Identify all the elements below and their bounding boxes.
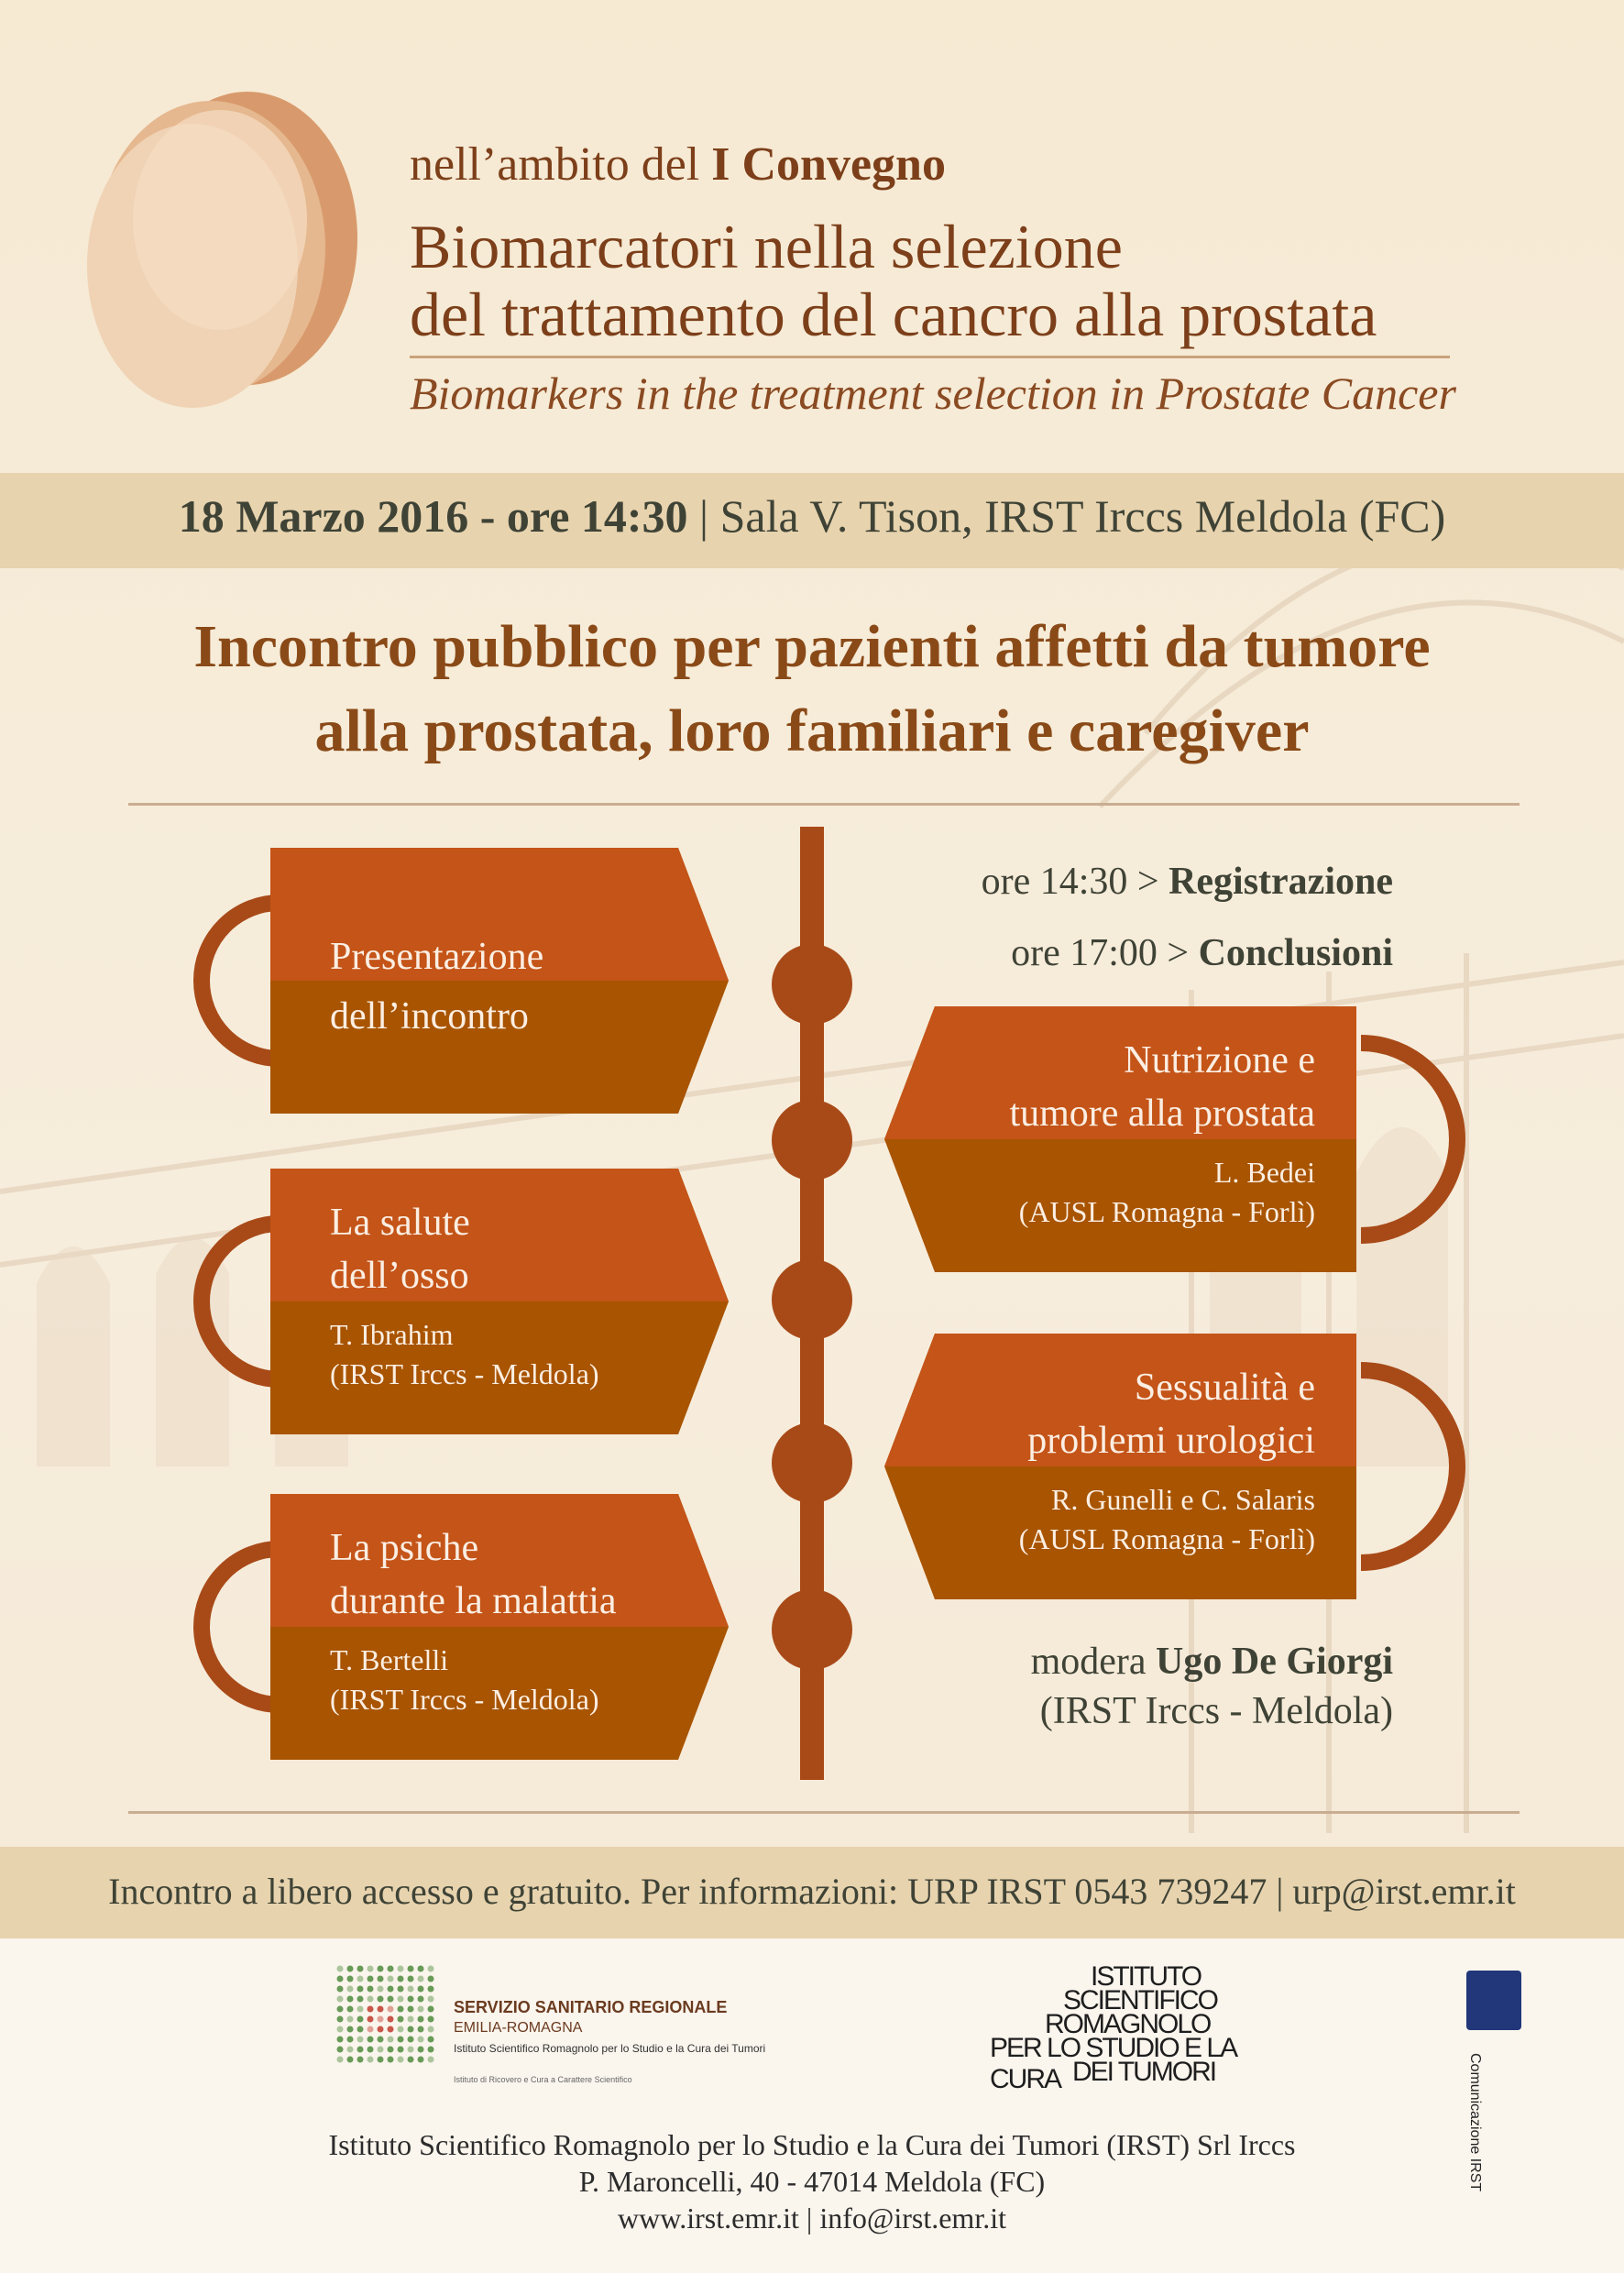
title-line-2: del trattamento del cancro alla prostata	[410, 280, 1377, 349]
info-text: Incontro a libero accesso e gratuito. Per informazioni: URP IRST 0543 739247 | urp@irst.emr.it	[108, 1871, 1516, 1912]
irst-line-4: PER LO STUDIO E LA CURA	[990, 2033, 1235, 2094]
timeline-dot	[772, 1589, 852, 1670]
ssr-line-2: EMILIA-ROMAGNA	[454, 2020, 583, 2036]
card-speaker: T. Bertelli	[330, 1643, 449, 1676]
program-card-psiche	[188, 1494, 738, 1760]
card-title-line-1: La psiche	[330, 1527, 479, 1569]
pre-title: nell’ambito del I Convegno	[410, 138, 946, 191]
timeline-dot	[772, 1422, 852, 1503]
card-affiliation: (IRST Irccs - Meldola)	[330, 1683, 599, 1716]
footer-line-1: Istituto Scientifico Romagnolo per lo Studio e la Cura dei Tumori (IRST) Srl Irccs	[328, 2128, 1296, 2161]
program-card-salute-osso	[188, 1169, 738, 1434]
date-venue-line: 18 Marzo 2016 - ore 14:30 | Sala V. Tison, IRST Irccs Meldola (FC)	[178, 490, 1446, 542]
convegno-oval-logo	[82, 82, 367, 422]
moderator-affiliation: (IRST Irccs - Meldola)	[1039, 1690, 1393, 1732]
timeline-dot	[772, 1100, 852, 1180]
event-title	[0, 605, 1624, 774]
card-title-line-1: La salute	[330, 1202, 470, 1244]
ssr-emilia-romagna-logo	[335, 1963, 949, 2101]
event-title-line-2: alla prostata, loro familiari e caregiver	[314, 697, 1310, 764]
main-title	[410, 213, 1377, 348]
irst-line-1: ISTITUTO	[1091, 1961, 1202, 1992]
ssr-line-1: SERVIZIO SANITARIO REGIONALE	[454, 1998, 728, 2016]
title-line-1: Biomarcatori nella selezione	[410, 212, 1123, 281]
moderator-name: Ugo De Giorgi	[1156, 1641, 1393, 1683]
program-card-sessualita	[884, 1334, 1480, 1599]
comunicazione-irst-label: Comunicazione IRST	[1467, 2053, 1483, 2192]
irst-line-2: SCIENTIFICO	[1063, 1985, 1218, 2015]
card-speaker: L. Bedei	[1213, 1156, 1315, 1189]
card-title-line-2: tumore alla prostata	[1009, 1093, 1315, 1135]
footer-line-2: P. Maroncelli, 40 - 47014 Meldola (FC)	[578, 2165, 1046, 2198]
ssr-line-3: Istituto Scientifico Romagnolo per lo Studio e la Cura dei Tumori	[454, 2042, 766, 2055]
card-affiliation: (IRST Irccs - Meldola)	[330, 1357, 599, 1390]
english-subtitle: Biomarkers in the treatment selection in Prostate Cancer	[410, 368, 1456, 419]
ssr-line-4: Istituto di Ricovero e Cura a Carattere Scientifico	[454, 2075, 632, 2084]
schedule-conclusioni: ore 17:00 > Conclusioni	[1011, 932, 1393, 974]
event-title-line-1: Incontro pubblico per pazienti affetti da tumore	[193, 613, 1431, 680]
section-divider-bottom	[128, 1811, 1520, 1814]
timeline-dot	[772, 1259, 852, 1340]
moderator-block: modera Ugo De Giorgi (IRST Irccs - Meldola)	[898, 1637, 1393, 1736]
irst-line-5: DEI TUMORI	[1072, 2057, 1216, 2087]
card-title-line-1: Sessualità e	[1134, 1367, 1315, 1409]
schedule-registrazione: ore 14:30 > Registrazione	[981, 861, 1393, 903]
card-title-line-1: Presentazione	[330, 936, 544, 978]
section-divider-top	[128, 803, 1520, 806]
irst-line-3: ROMAGNOLO	[1045, 2009, 1211, 2039]
card-title-line-2: durante la malattia	[330, 1580, 617, 1622]
card-speaker: R. Gunelli e C. Salaris	[1051, 1483, 1315, 1516]
title-divider	[410, 356, 1450, 358]
program-card-nutrizione	[884, 1006, 1480, 1272]
card-affiliation: (AUSL Romagna - Forlì)	[1018, 1195, 1315, 1228]
comunicazione-logo-icon	[1466, 1971, 1521, 2030]
footer-address	[0, 2126, 1624, 2236]
card-title-line-2: problemi urologici	[1027, 1420, 1315, 1462]
card-speaker: T. Ibrahim	[330, 1318, 454, 1351]
card-title-line-2: dell’osso	[330, 1255, 469, 1297]
footer-line-3: www.irst.emr.it | info@irst.emr.it	[618, 2202, 1006, 2235]
card-title-line-1: Nutrizione e	[1124, 1039, 1315, 1082]
irst-logo	[990, 1961, 1283, 2099]
program-card-presentazione	[188, 848, 738, 1114]
card-affiliation: (AUSL Romagna - Forlì)	[1018, 1522, 1315, 1555]
card-title-line-2: dell’incontro	[330, 995, 529, 1038]
dot-grid-icon	[335, 1963, 440, 2069]
